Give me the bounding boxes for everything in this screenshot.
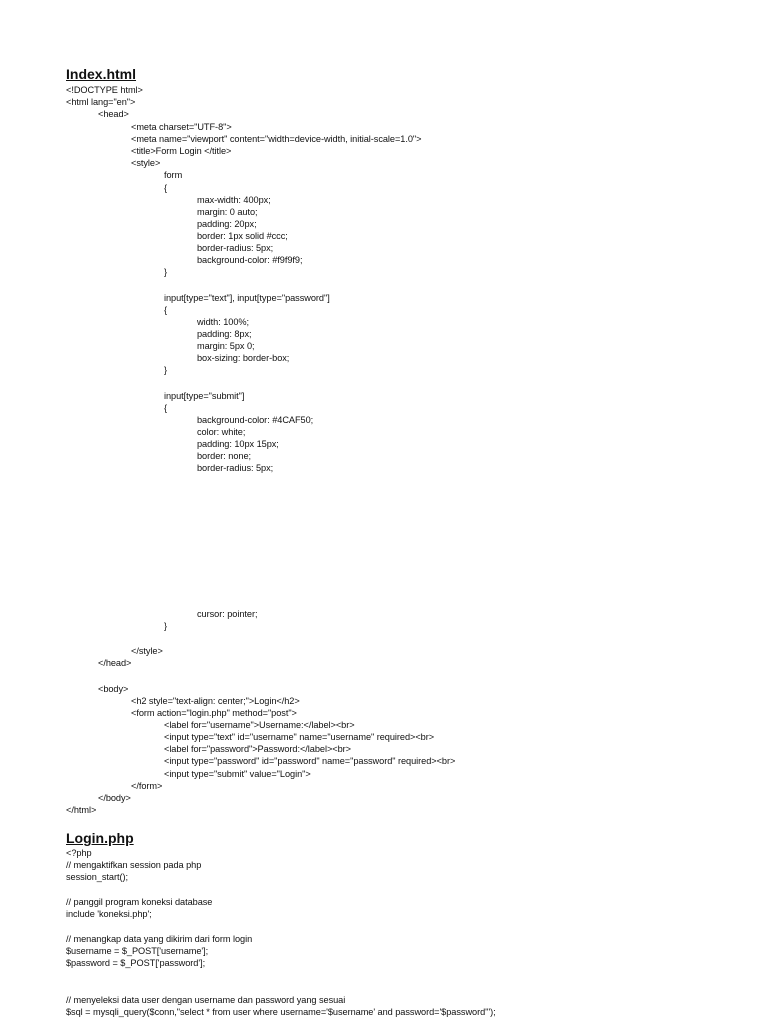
code-line: </head> bbox=[98, 658, 132, 668]
code-line: input[type="submit"] bbox=[164, 391, 245, 401]
code-line: // menangkap data yang dikirim dari form login bbox=[66, 934, 253, 944]
code-line: max-width: 400px; bbox=[197, 195, 271, 205]
code-line: input[type="text"], input[type="password"] bbox=[164, 293, 330, 303]
code-line: </style> bbox=[131, 646, 163, 656]
code-line: border-radius: 5px; bbox=[197, 463, 274, 473]
code-line: <label for="password">Password:</label><br> bbox=[164, 744, 351, 754]
code-line: </form> bbox=[131, 781, 163, 791]
code-line: <input type="text" id="username" name="username" required><br> bbox=[164, 732, 435, 742]
code-line: <title>Form Login </title> bbox=[131, 146, 232, 156]
code-line: padding: 20px; bbox=[197, 219, 257, 229]
code-line: } bbox=[164, 621, 168, 631]
code-line: <head> bbox=[98, 109, 129, 119]
code-line: margin: 0 auto; bbox=[197, 207, 258, 217]
code-line: <input type="submit" value="Login"> bbox=[164, 769, 311, 779]
code-line: <meta name="viewport" content="width=device-width, initial-scale=1.0"> bbox=[131, 134, 422, 144]
code-line: border: none; bbox=[197, 451, 252, 461]
code-line: <?php bbox=[66, 848, 92, 858]
code-line: <!DOCTYPE html> bbox=[66, 85, 143, 95]
code-line: include 'koneksi.php'; bbox=[66, 909, 152, 919]
code-line: // menyeleksi data user dengan username dan password yang sesuai bbox=[66, 995, 346, 1005]
code-line: box-sizing: border-box; bbox=[197, 353, 290, 363]
code-line: { bbox=[164, 403, 168, 413]
code-line: </html> bbox=[66, 805, 97, 815]
code-line: <form action="login.php" method="post"> bbox=[131, 708, 297, 718]
code-line: <body> bbox=[98, 684, 129, 694]
code-line: <meta charset="UTF-8"> bbox=[131, 122, 232, 132]
code-line: $sql = mysqli_query($conn,"select * from user where username='$username' and password='$password'"); bbox=[66, 1007, 496, 1017]
code-line: padding: 10px 15px; bbox=[197, 439, 279, 449]
code-line: margin: 5px 0; bbox=[197, 341, 255, 351]
code-line: cursor: pointer; bbox=[197, 609, 258, 619]
code-line: <h2 style="text-align: center;">Login</h2> bbox=[131, 696, 300, 706]
code-line: background-color: #4CAF50; bbox=[197, 415, 314, 425]
code-line: <style> bbox=[131, 158, 161, 168]
code-line: </body> bbox=[98, 793, 131, 803]
code-line: padding: 8px; bbox=[197, 329, 252, 339]
code-line: border: 1px solid #ccc; bbox=[197, 231, 288, 241]
code-line: <label for="username">Username:</label><br> bbox=[164, 720, 355, 730]
code-line: // panggil program koneksi database bbox=[66, 897, 213, 907]
code-line: } bbox=[164, 267, 168, 277]
code-line: border-radius: 5px; bbox=[197, 243, 274, 253]
code-line: color: white; bbox=[197, 427, 246, 437]
code-line: background-color: #f9f9f9; bbox=[197, 255, 303, 265]
code-line: } bbox=[164, 365, 168, 375]
code-line: // mengaktifkan session pada php bbox=[66, 860, 202, 870]
code-line: <html lang="en"> bbox=[66, 97, 136, 107]
section-title-login-php: Login.php bbox=[66, 830, 134, 846]
code-line: { bbox=[164, 305, 168, 315]
code-line: $password = $_POST['password']; bbox=[66, 958, 206, 968]
code-line: form bbox=[164, 170, 183, 180]
code-line: <input type="password" id="password" name="password" required><br> bbox=[164, 756, 456, 766]
code-line: { bbox=[164, 183, 168, 193]
code-line: session_start(); bbox=[66, 872, 129, 882]
code-line: width: 100%; bbox=[197, 317, 250, 327]
code-line: $username = $_POST['username']; bbox=[66, 946, 209, 956]
section-title-index-html: Index.html bbox=[66, 66, 137, 82]
